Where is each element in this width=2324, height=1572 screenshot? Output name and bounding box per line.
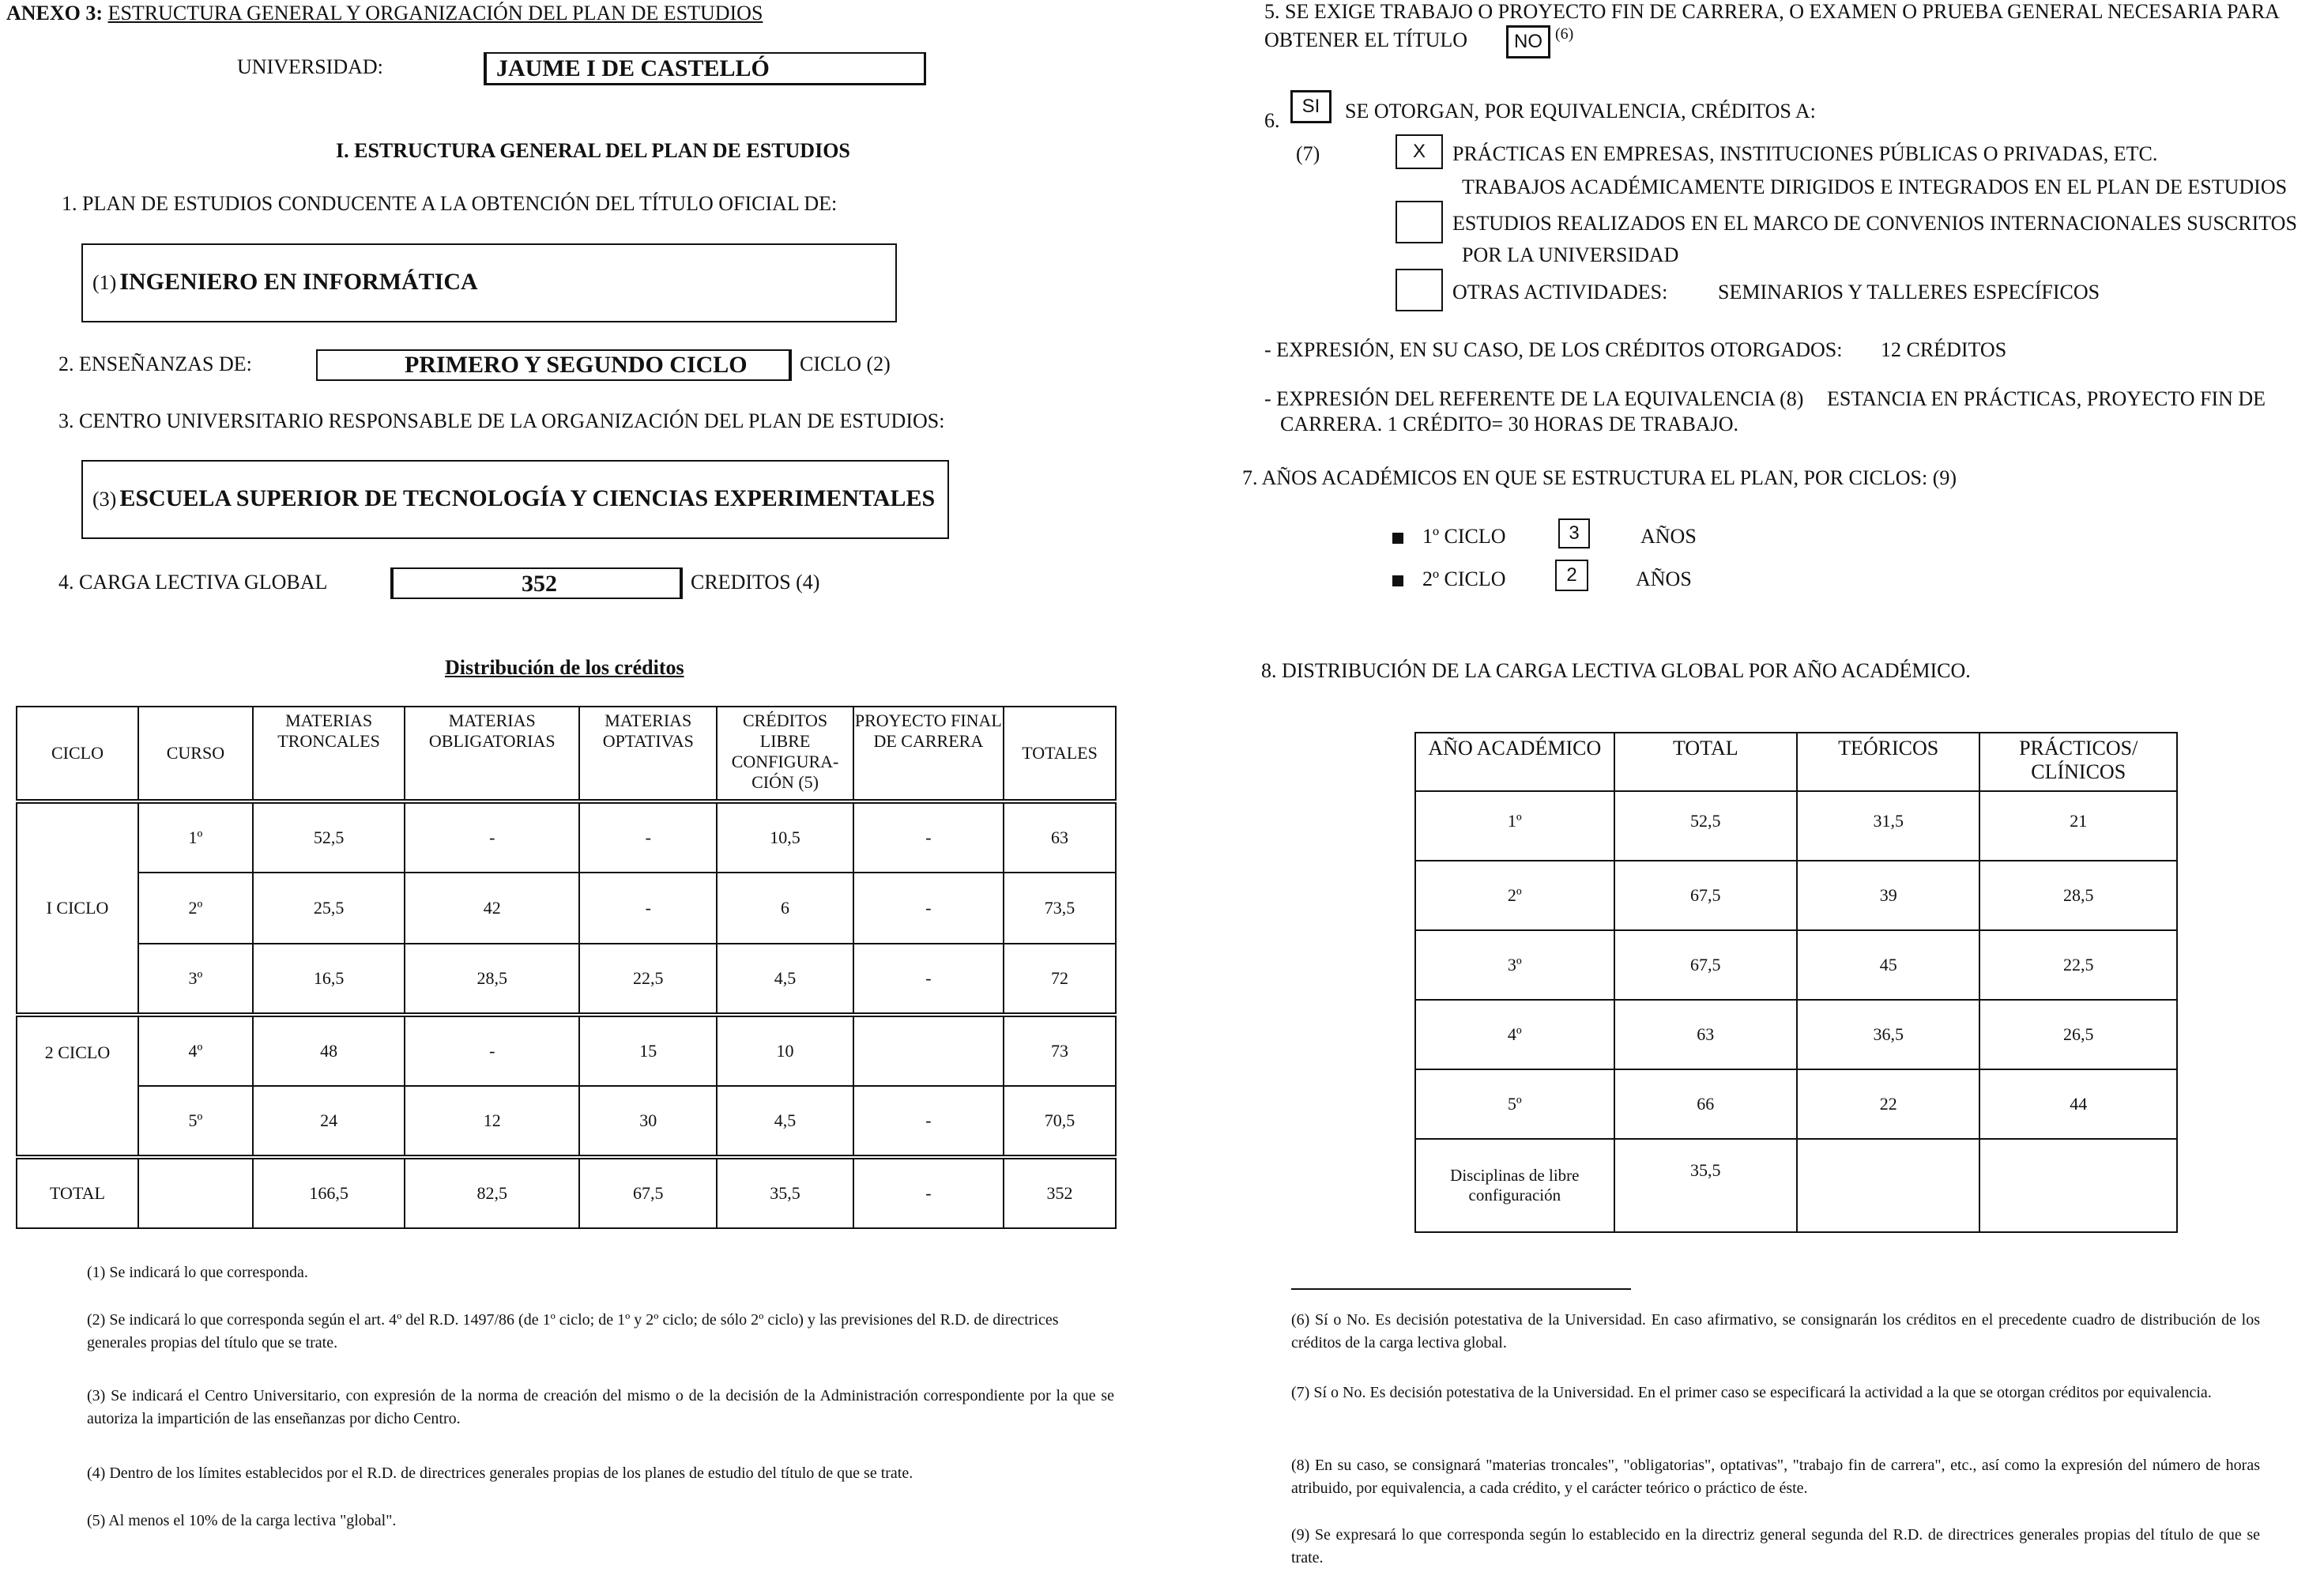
item3-note: (3) [92, 488, 117, 511]
header-teoricos: TEÓRICOS [1797, 733, 1980, 791]
header-troncales: MATERIAS TRONCALES [253, 707, 405, 801]
cell: 31,5 [1797, 791, 1980, 861]
cell: - [579, 801, 717, 873]
bullet-icon [1392, 575, 1403, 586]
cell: 21 [1979, 791, 2177, 861]
cell: 42 [405, 873, 579, 944]
ciclo2-label: 2º CICLO [1422, 567, 1506, 590]
footnote-separator [1291, 1288, 1631, 1290]
expr2-value2: CARRERA. 1 CRÉDITO= 30 HORAS DE TRABAJO. [1280, 413, 1738, 435]
bullet-icon [1392, 533, 1403, 544]
table-total-row [17, 1157, 1116, 1228]
table-row [17, 944, 1116, 1015]
item5-note: (6) [1555, 25, 1574, 43]
cell: 48 [253, 1015, 405, 1086]
cell: 44 [1979, 1069, 2177, 1139]
item5-line1: 5. SE EXIGE TRABAJO O PROYECTO FIN DE CARRERA, O EXAMEN O PRUEBA GENERAL NECESARIA PARA [1264, 0, 2280, 23]
cell: 4º [1415, 1000, 1614, 1069]
header-year: AÑO ACADÉMICO [1415, 733, 1614, 791]
table-row [1415, 1000, 2177, 1069]
total-label: TOTAL [17, 1157, 138, 1228]
footnote-3: (3) Se indicará el Centro Universitario, con expresión de la norma de creación del mismo o de la decisión de la Administración correspondiente por la que se autoriza la impartición de las enseñanzas por dicho Centro. [87, 1387, 1114, 1427]
item4-suffix: CREDITOS (4) [691, 571, 820, 594]
cell [853, 1015, 1004, 1086]
cell [138, 1157, 253, 1228]
cell: 67,5 [1614, 861, 1797, 930]
cell: - [853, 873, 1004, 944]
table-row [1415, 1139, 2177, 1232]
ciclo2-row [1392, 567, 1506, 591]
cell: - [405, 1015, 579, 1086]
option3-label: OTRAS ACTIVIDADES: [1452, 281, 1668, 303]
item4-value: 352 [522, 571, 557, 597]
option1b-label: TRABAJOS ACADÉMICAMENTE DIRIGIDOS E INTEGRADOS EN EL PLAN DE ESTUDIOS [1462, 175, 2288, 198]
item6-answer-box [1290, 90, 1331, 123]
ciclo1-row [1392, 525, 1506, 549]
expr1-value: 12 CRÉDITOS [1881, 338, 2007, 361]
cell: 24 [253, 1086, 405, 1157]
header-obligatorias: MATERIAS OBLIGATORIAS [405, 707, 579, 801]
item7-label: 7. AÑOS ACADÉMICOS EN QUE SE ESTRUCTURA EL PLAN, POR CICLOS: (9) [1242, 466, 1957, 489]
header-practicos: PRÁCTICOS/ CLÍNICOS [1979, 733, 2177, 791]
cell: - [405, 801, 579, 873]
cell: - [853, 1086, 1004, 1157]
cell: 25,5 [253, 873, 405, 944]
header-ciclo: CICLO [17, 707, 138, 801]
cell: 67,5 [1614, 930, 1797, 1000]
cell: 73 [1004, 1015, 1116, 1086]
table-header-row [1415, 733, 2177, 791]
footnote-6: (6) Sí o No. Es decisión potestativa de la Universidad. En caso afirmativo, se consignarán los créditos en el precedente cuadro de distribución de los créditos de la carga lectiva global. [1291, 1311, 2260, 1351]
cell: 28,5 [405, 944, 579, 1015]
cell: 52,5 [253, 801, 405, 873]
ciclo1-label: 1º CICLO [1422, 525, 1506, 548]
ciclo1-years-word: AÑOS [1640, 525, 1697, 548]
item1-note: (1) [92, 271, 117, 294]
cell: 2º [1415, 861, 1614, 930]
cell: 4,5 [717, 944, 853, 1015]
item5-line2: OBTENER EL TÍTULO [1264, 28, 1468, 51]
option2-label: ESTUDIOS REALIZADOS EN EL MARCO DE CONVENIOS INTERNACIONALES SUSCRITOS [1452, 212, 2297, 235]
header-totales: TOTALES [1004, 707, 1116, 801]
annex-heading [6, 2, 763, 25]
cell: 10 [717, 1015, 853, 1086]
header-total: TOTAL [1614, 733, 1797, 791]
expr2-label: - EXPRESIÓN DEL REFERENTE DE LA EQUIVALENCIA (8) [1264, 387, 1804, 410]
header-proyecto: PROYECTO FINAL DE CARRERA [853, 707, 1004, 801]
table-row [1415, 791, 2177, 861]
cell: 15 [579, 1015, 717, 1086]
cell: 12 [405, 1086, 579, 1157]
item6-num: 6. [1264, 109, 1280, 132]
option1-label: PRÁCTICAS EN EMPRESAS, INSTITUCIONES PÚBLICAS O PRIVADAS, ETC. [1452, 142, 2158, 165]
footnote-1: (1) Se indicará lo que corresponda. [87, 1264, 308, 1281]
footnote-8: (8) En su caso, se consignará "materias troncales", "obligatorias", optativas", "trabajo fin de carrera", etc., así como la expresión del número de horas atribuido, por equivalencia, a cada crédito, y el carácter teórico o práctico de éste. [1291, 1457, 2260, 1497]
university-value: JAUME I DE CASTELLÓ [496, 55, 770, 81]
cell: 4º [138, 1015, 253, 1086]
cell: - [853, 1157, 1004, 1228]
cell: 45 [1797, 930, 1980, 1000]
item2-label: 2. ENSEÑANZAS DE: [58, 352, 252, 375]
cell: 166,5 [253, 1157, 405, 1228]
item5-answer-box [1506, 25, 1550, 58]
cell: 30 [579, 1086, 717, 1157]
cell [1979, 1139, 2177, 1232]
cell [1797, 1139, 1980, 1232]
cell: 35,5 [717, 1157, 853, 1228]
cell: 352 [1004, 1157, 1116, 1228]
item2-box [316, 349, 792, 381]
item3-value: ESCUELA SUPERIOR DE TECNOLOGÍA Y CIENCIAS EXPERIMENTALES [119, 485, 936, 511]
cell: - [853, 801, 1004, 873]
item6-label: SE OTORGAN, POR EQUIVALENCIA, CRÉDITOS A: [1345, 100, 1816, 123]
cell: 63 [1614, 1000, 1797, 1069]
item3-box [81, 460, 949, 539]
cell: 28,5 [1979, 861, 2177, 930]
cell: - [853, 944, 1004, 1015]
cell: 22,5 [579, 944, 717, 1015]
annex-prefix: ANEXO 3: [6, 2, 104, 25]
item2-value: PRIMERO Y SEGUNDO CICLO [405, 352, 748, 378]
cell: 36,5 [1797, 1000, 1980, 1069]
cell: 70,5 [1004, 1086, 1116, 1157]
item2-suffix: CICLO (2) [800, 352, 891, 375]
cell: 22 [1797, 1069, 1980, 1139]
credit-distribution-table [16, 706, 1117, 1229]
cell: 5º [138, 1086, 253, 1157]
footnote-7: (7) Sí o No. Es decisión potestativa de la Universidad. En el primer caso se especificará la actividad a la que se otorgan créditos por equivalencia. [1291, 1384, 2212, 1401]
option2-checkbox[interactable] [1396, 201, 1443, 243]
cell: 66 [1614, 1069, 1797, 1139]
annex-title: ESTRUCTURA GENERAL Y ORGANIZACIÓN DEL PLAN DE ESTUDIOS [107, 2, 763, 25]
distribution-title: Distribución de los créditos [445, 656, 684, 679]
cell: 39 [1797, 861, 1980, 930]
header-curso: CURSO [138, 707, 253, 801]
footnote-4: (4) Dentro de los límites establecidos por el R.D. de directrices generales propias de los planes de estudio del título de que se trate. [87, 1465, 913, 1482]
year-distribution-table [1414, 732, 2178, 1233]
item1-label: 1. PLAN DE ESTUDIOS CONDUCENTE A LA OBTENCIÓN DEL TÍTULO OFICIAL DE: [62, 192, 838, 215]
ciclo1-years: 3 [1569, 522, 1580, 544]
option3-checkbox[interactable] [1396, 269, 1443, 311]
item6-note: (7) [1296, 142, 1320, 165]
option3-value: SEMINARIOS Y TALLERES ESPECÍFICOS [1718, 281, 2100, 303]
cell: - [579, 873, 717, 944]
cell: 72 [1004, 944, 1116, 1015]
ciclo2-years-box [1555, 560, 1588, 591]
item3-label: 3. CENTRO UNIVERSITARIO RESPONSABLE DE LA ORGANIZACIÓN DEL PLAN DE ESTUDIOS: [58, 409, 945, 432]
cell: 5º [1415, 1069, 1614, 1139]
cell: 26,5 [1979, 1000, 2177, 1069]
option1-mark: X [1412, 141, 1426, 162]
option1-checkbox[interactable] [1396, 134, 1443, 169]
ciclo2-years: 2 [1566, 564, 1577, 586]
section-title: I. ESTRUCTURA GENERAL DEL PLAN DE ESTUDIOS [336, 139, 850, 162]
cell: 73,5 [1004, 873, 1116, 944]
university-box [484, 52, 926, 85]
table-row [1415, 930, 2177, 1000]
item1-box [81, 243, 897, 322]
cell: 67,5 [579, 1157, 717, 1228]
cell: 6 [717, 873, 853, 944]
table-row [17, 873, 1116, 944]
cell: 3º [1415, 930, 1614, 1000]
expr2-value: ESTANCIA EN PRÁCTICAS, PROYECTO FIN DE [1827, 387, 2266, 410]
table-row [17, 801, 1116, 873]
university-label: UNIVERSIDAD: [237, 55, 383, 78]
item6-value: SI [1301, 96, 1320, 117]
table-row [1415, 861, 2177, 930]
cell: 1º [1415, 791, 1614, 861]
cell: 2º [138, 873, 253, 944]
table-header-row [17, 707, 1116, 801]
header-optativas: MATERIAS OPTATIVAS [579, 707, 717, 801]
cell: 52,5 [1614, 791, 1797, 861]
table-row [17, 1015, 1116, 1086]
table-row [17, 1086, 1116, 1157]
ciclo1-cell: I CICLO [17, 801, 138, 1015]
ciclo2-cell: 2 CICLO [17, 1015, 138, 1157]
cell: 63 [1004, 801, 1116, 873]
item1-value: INGENIERO EN INFORMÁTICA [119, 269, 478, 295]
footnote-2: (2) Se indicará lo que corresponda según el art. 4º del R.D. 1497/86 (de 1º ciclo; de 1º y 2º ciclo; de sólo 2º ciclo) y las previsiones del R.D. de directrices generales propias del título que se trate. [87, 1311, 1059, 1351]
expr1-label: - EXPRESIÓN, EN SU CASO, DE LOS CRÉDITOS OTORGADOS: [1264, 338, 1843, 361]
ciclo1-years-box [1558, 518, 1590, 549]
item8-label: 8. DISTRIBUCIÓN DE LA CARGA LECTIVA GLOBAL POR AÑO ACADÉMICO. [1261, 659, 1971, 682]
item5-value: NO [1514, 31, 1542, 52]
cell: 22,5 [1979, 930, 2177, 1000]
header-libre: CRÉDITOS LIBRE CONFIGURA-CIÓN (5) [717, 707, 853, 801]
cell: 35,5 [1614, 1139, 1797, 1232]
item4-box [390, 567, 683, 599]
item4-label: 4. CARGA LECTIVA GLOBAL [58, 571, 328, 594]
cell: 3º [138, 944, 253, 1015]
footnote-9: (9) Se expresará lo que corresponda según lo establecido en la directriz general segunda del R.D. de directrices generales propias del título de que se trate. [1291, 1526, 2260, 1566]
option2b-label: POR LA UNIVERSIDAD [1462, 243, 1679, 266]
footnote-5: (5) Al menos el 10% de la carga lectiva "global". [87, 1512, 397, 1529]
cell: 4,5 [717, 1086, 853, 1157]
table-row [1415, 1069, 2177, 1139]
cell: 82,5 [405, 1157, 579, 1228]
ciclo2-years-word: AÑOS [1636, 567, 1692, 590]
free-config-label: Disciplinas de libre configuración [1415, 1139, 1614, 1232]
cell: 16,5 [253, 944, 405, 1015]
cell: 10,5 [717, 801, 853, 873]
cell: 1º [138, 801, 253, 873]
